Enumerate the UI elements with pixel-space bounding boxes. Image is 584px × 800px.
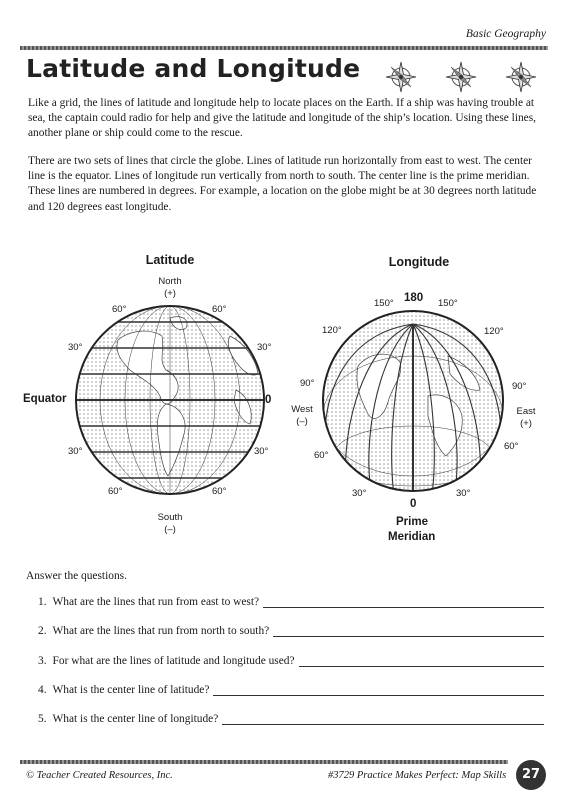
- question-number: 3.: [38, 655, 47, 667]
- prime-label: Prime: [396, 516, 428, 528]
- lon-60-right: 60°: [504, 441, 519, 452]
- question-4: [38, 684, 544, 696]
- prime-meridian-zero: 0: [410, 498, 417, 510]
- publisher-credit: © Teacher Created Resources, Inc.: [26, 770, 173, 781]
- footer-rule: [20, 760, 508, 764]
- compass-rose-icon: [444, 60, 478, 94]
- north-label: North: [158, 276, 182, 287]
- lat-30s-left: 30°: [68, 446, 83, 457]
- answer-line-1[interactable]: [263, 606, 544, 608]
- question-1: [38, 596, 544, 608]
- east-label: East: [516, 406, 536, 417]
- latitude-zero-label: 0: [265, 394, 272, 406]
- lines-paragraph: There are two sets of lines that circle the globe. Lines of latitude run horizontally from east to west. The center line is the equator. Lines of longitude run vertically from north to south. The center line is the prime meridian. These lines are numbered in degrees. For example, a location on the globe might be at 30 degrees north latitude and 120 degrees east longitude.: [28, 155, 537, 213]
- question-3: [38, 655, 544, 667]
- answer-line-2[interactable]: [273, 635, 544, 637]
- lon-30-right: 30°: [456, 488, 471, 499]
- question-text: What are the lines that run from north to south?: [52, 625, 270, 637]
- question-number: 1.: [38, 596, 47, 608]
- lon-90-right: 90°: [512, 381, 527, 392]
- lat-30n-right: 30°: [257, 342, 272, 353]
- page-title: Latitude and Longitude: [26, 54, 361, 83]
- question-number: 4.: [38, 684, 47, 696]
- east-sign: (+): [520, 418, 532, 429]
- lat-60s-right: 60°: [212, 486, 227, 497]
- latitude-globe: [70, 300, 270, 500]
- lat-60n-right: 60°: [212, 304, 227, 315]
- lat-30n-left: 30°: [68, 342, 83, 353]
- question-text: What is the center line of longitude?: [52, 713, 219, 725]
- question-number: 2.: [38, 625, 47, 637]
- question-2: [38, 625, 544, 637]
- north-sign: (+): [164, 288, 176, 299]
- answer-line-3[interactable]: [299, 665, 544, 667]
- intro-paragraph: Like a grid, the lines of latitude and longitude help to locate places on the Earth. If a ship was having trouble at sea, the captain could radio for help and give the latitude and longitude of the ship’s location. Using these lines, another plane or ship could come to the rescue.: [28, 97, 537, 140]
- question-text: What is the center line of latitude?: [52, 684, 210, 696]
- south-sign: (–): [164, 524, 176, 535]
- question-number: 5.: [38, 713, 47, 725]
- answer-line-4[interactable]: [213, 694, 544, 696]
- longitude-title: Longitude: [388, 255, 450, 269]
- lon-90-left: 90°: [300, 378, 315, 389]
- question-5: [38, 713, 544, 725]
- questions-intro: Answer the questions.: [26, 570, 127, 582]
- lon-150-left: 150°: [374, 298, 394, 309]
- lon-180-label: 180: [404, 292, 424, 304]
- lon-150-right: 150°: [438, 298, 458, 309]
- equator-label: Equator: [23, 393, 67, 405]
- west-sign: (–): [296, 416, 308, 427]
- book-title: #3729 Practice Makes Perfect: Map Skills: [328, 770, 507, 781]
- section-label: Basic Geography: [465, 28, 546, 40]
- lon-120-left: 120°: [322, 325, 342, 336]
- south-label: South: [157, 512, 183, 523]
- lat-60n-left: 60°: [112, 304, 127, 315]
- question-text: What are the lines that run from east to west?: [52, 596, 260, 608]
- lon-120-right: 120°: [484, 326, 504, 337]
- longitude-globe: [318, 306, 508, 496]
- compass-rose-icon: [384, 60, 418, 94]
- question-text: For what are the lines of latitude and longitude used?: [52, 655, 295, 667]
- lat-60s-left: 60°: [108, 486, 123, 497]
- meridian-label: Meridian: [388, 531, 436, 543]
- answer-line-5[interactable]: [222, 723, 544, 725]
- page-number: 27: [516, 760, 546, 790]
- latitude-title: Latitude: [145, 253, 195, 267]
- lon-30-left: 30°: [352, 488, 367, 499]
- header-rule: [20, 46, 548, 50]
- lon-60-left: 60°: [314, 450, 329, 461]
- lat-30s-right: 30°: [254, 446, 269, 457]
- west-label: West: [291, 404, 313, 415]
- compass-rose-icon: [504, 60, 538, 94]
